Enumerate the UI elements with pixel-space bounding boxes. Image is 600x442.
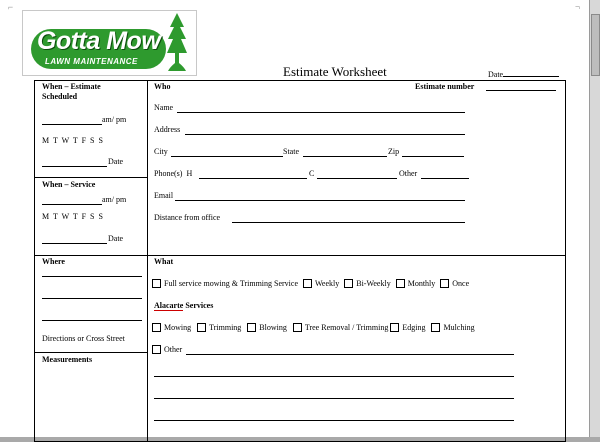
what-line-2 xyxy=(154,398,514,399)
edging-checkbox[interactable] xyxy=(390,323,399,332)
phone-c-line xyxy=(317,178,397,179)
once-checkbox[interactable] xyxy=(440,279,449,288)
monthly-label: Monthly xyxy=(407,279,436,288)
email-label: Email xyxy=(154,191,174,200)
logo-name: Gotta Mow xyxy=(37,27,161,55)
what-heading: What xyxy=(154,257,174,266)
weekly-checkbox[interactable] xyxy=(303,279,312,288)
company-logo xyxy=(22,10,197,76)
row-divider-measurements xyxy=(35,352,147,353)
mulching-label: Mulching xyxy=(443,323,475,332)
where-line-3 xyxy=(42,320,142,321)
services-row xyxy=(152,279,469,289)
city-line xyxy=(171,156,283,157)
document-title: Estimate Worksheet xyxy=(283,64,387,79)
once-label: Once xyxy=(452,279,470,288)
where-line-1 xyxy=(42,276,142,277)
state-label: State xyxy=(283,147,299,156)
state-line xyxy=(303,156,387,157)
blowing-checkbox[interactable] xyxy=(247,323,256,332)
mulching-checkbox[interactable] xyxy=(431,323,440,332)
estimate-ampm-label: am/ pm xyxy=(102,115,127,124)
service-date-label: Date xyxy=(108,234,124,243)
worksheet-table xyxy=(34,80,566,442)
zip-label: Zip xyxy=(388,147,400,156)
tree-removal-label: Tree Removal / Trimming xyxy=(304,323,389,332)
row-divider-service xyxy=(35,177,147,178)
service-date-line xyxy=(42,243,107,244)
phone-other-label: Other xyxy=(399,169,418,178)
trimming-checkbox[interactable] xyxy=(197,323,206,332)
what-line-1 xyxy=(154,376,514,377)
phone-label: Phone(s) H xyxy=(154,169,193,178)
mowing-checkbox[interactable] xyxy=(152,323,161,332)
blowing-label: Blowing xyxy=(259,323,287,332)
distance-label: Distance from office xyxy=(154,213,221,222)
date-field xyxy=(488,68,559,79)
tree-removal-checkbox[interactable] xyxy=(293,323,302,332)
name-line xyxy=(177,112,465,113)
scrollbar-thumb[interactable] xyxy=(591,14,600,76)
corner-mark-right: ¬ xyxy=(575,2,581,12)
distance-line xyxy=(232,222,465,223)
who-heading: Who xyxy=(154,82,171,91)
service-ampm-label: am/ pm xyxy=(102,195,127,204)
estimate-days-label: M T W T F S S xyxy=(42,136,103,145)
row-divider-where xyxy=(35,255,565,256)
service-time-line xyxy=(42,204,102,205)
tree-icon xyxy=(166,13,188,71)
weekly-label: Weekly xyxy=(315,279,340,288)
full-service-checkbox[interactable] xyxy=(152,279,161,288)
service-days-label: M T W T F S S xyxy=(42,212,103,221)
city-label: City xyxy=(154,147,168,156)
other-checkbox[interactable] xyxy=(152,345,161,354)
name-label: Name xyxy=(154,103,174,112)
alacarte-rest: Services xyxy=(183,301,214,310)
vertical-scrollbar[interactable] xyxy=(589,0,600,437)
address-line xyxy=(185,134,465,135)
alacarte-row xyxy=(152,323,475,333)
estimate-date-label: Date xyxy=(108,157,124,166)
email-line xyxy=(175,200,465,201)
when-estimate-heading: When – Estimate Scheduled xyxy=(42,82,101,101)
address-label: Address xyxy=(154,125,181,134)
logo-tagline: LAWN MAINTENANCE xyxy=(45,57,138,66)
zip-line xyxy=(402,156,464,157)
corner-mark-left: ⌐ xyxy=(8,2,14,12)
other-label: Other xyxy=(164,345,183,354)
mowing-label: Mowing xyxy=(164,323,192,332)
estimate-date-line xyxy=(42,166,107,167)
where-line-2 xyxy=(42,298,142,299)
biweekly-checkbox[interactable] xyxy=(344,279,353,288)
where-heading: Where xyxy=(42,257,65,266)
date-label: Date xyxy=(488,70,504,79)
estimate-number-line xyxy=(486,90,556,91)
when-service-heading: When – Service xyxy=(42,180,96,189)
alacarte-heading xyxy=(154,301,213,310)
estimate-time-line xyxy=(42,124,102,125)
edging-label: Edging xyxy=(402,323,426,332)
estimate-number-label: Estimate number xyxy=(415,82,475,91)
column-divider xyxy=(147,81,148,441)
measurements-heading: Measurements xyxy=(42,355,93,364)
alacarte-word: Alacarte xyxy=(154,301,184,310)
phone-h-line xyxy=(199,178,307,179)
biweekly-label: Bi-Weekly xyxy=(356,279,391,288)
monthly-checkbox[interactable] xyxy=(396,279,405,288)
other-line xyxy=(186,354,514,355)
what-line-3 xyxy=(154,420,514,421)
other-row xyxy=(152,345,182,355)
full-service-label: Full service mowing & Trimming Service xyxy=(164,279,298,288)
trimming-label: Trimming xyxy=(209,323,242,332)
phone-c-label: C xyxy=(309,169,315,178)
phone-other-line xyxy=(421,178,469,179)
directions-label: Directions or Cross Street xyxy=(42,334,125,343)
